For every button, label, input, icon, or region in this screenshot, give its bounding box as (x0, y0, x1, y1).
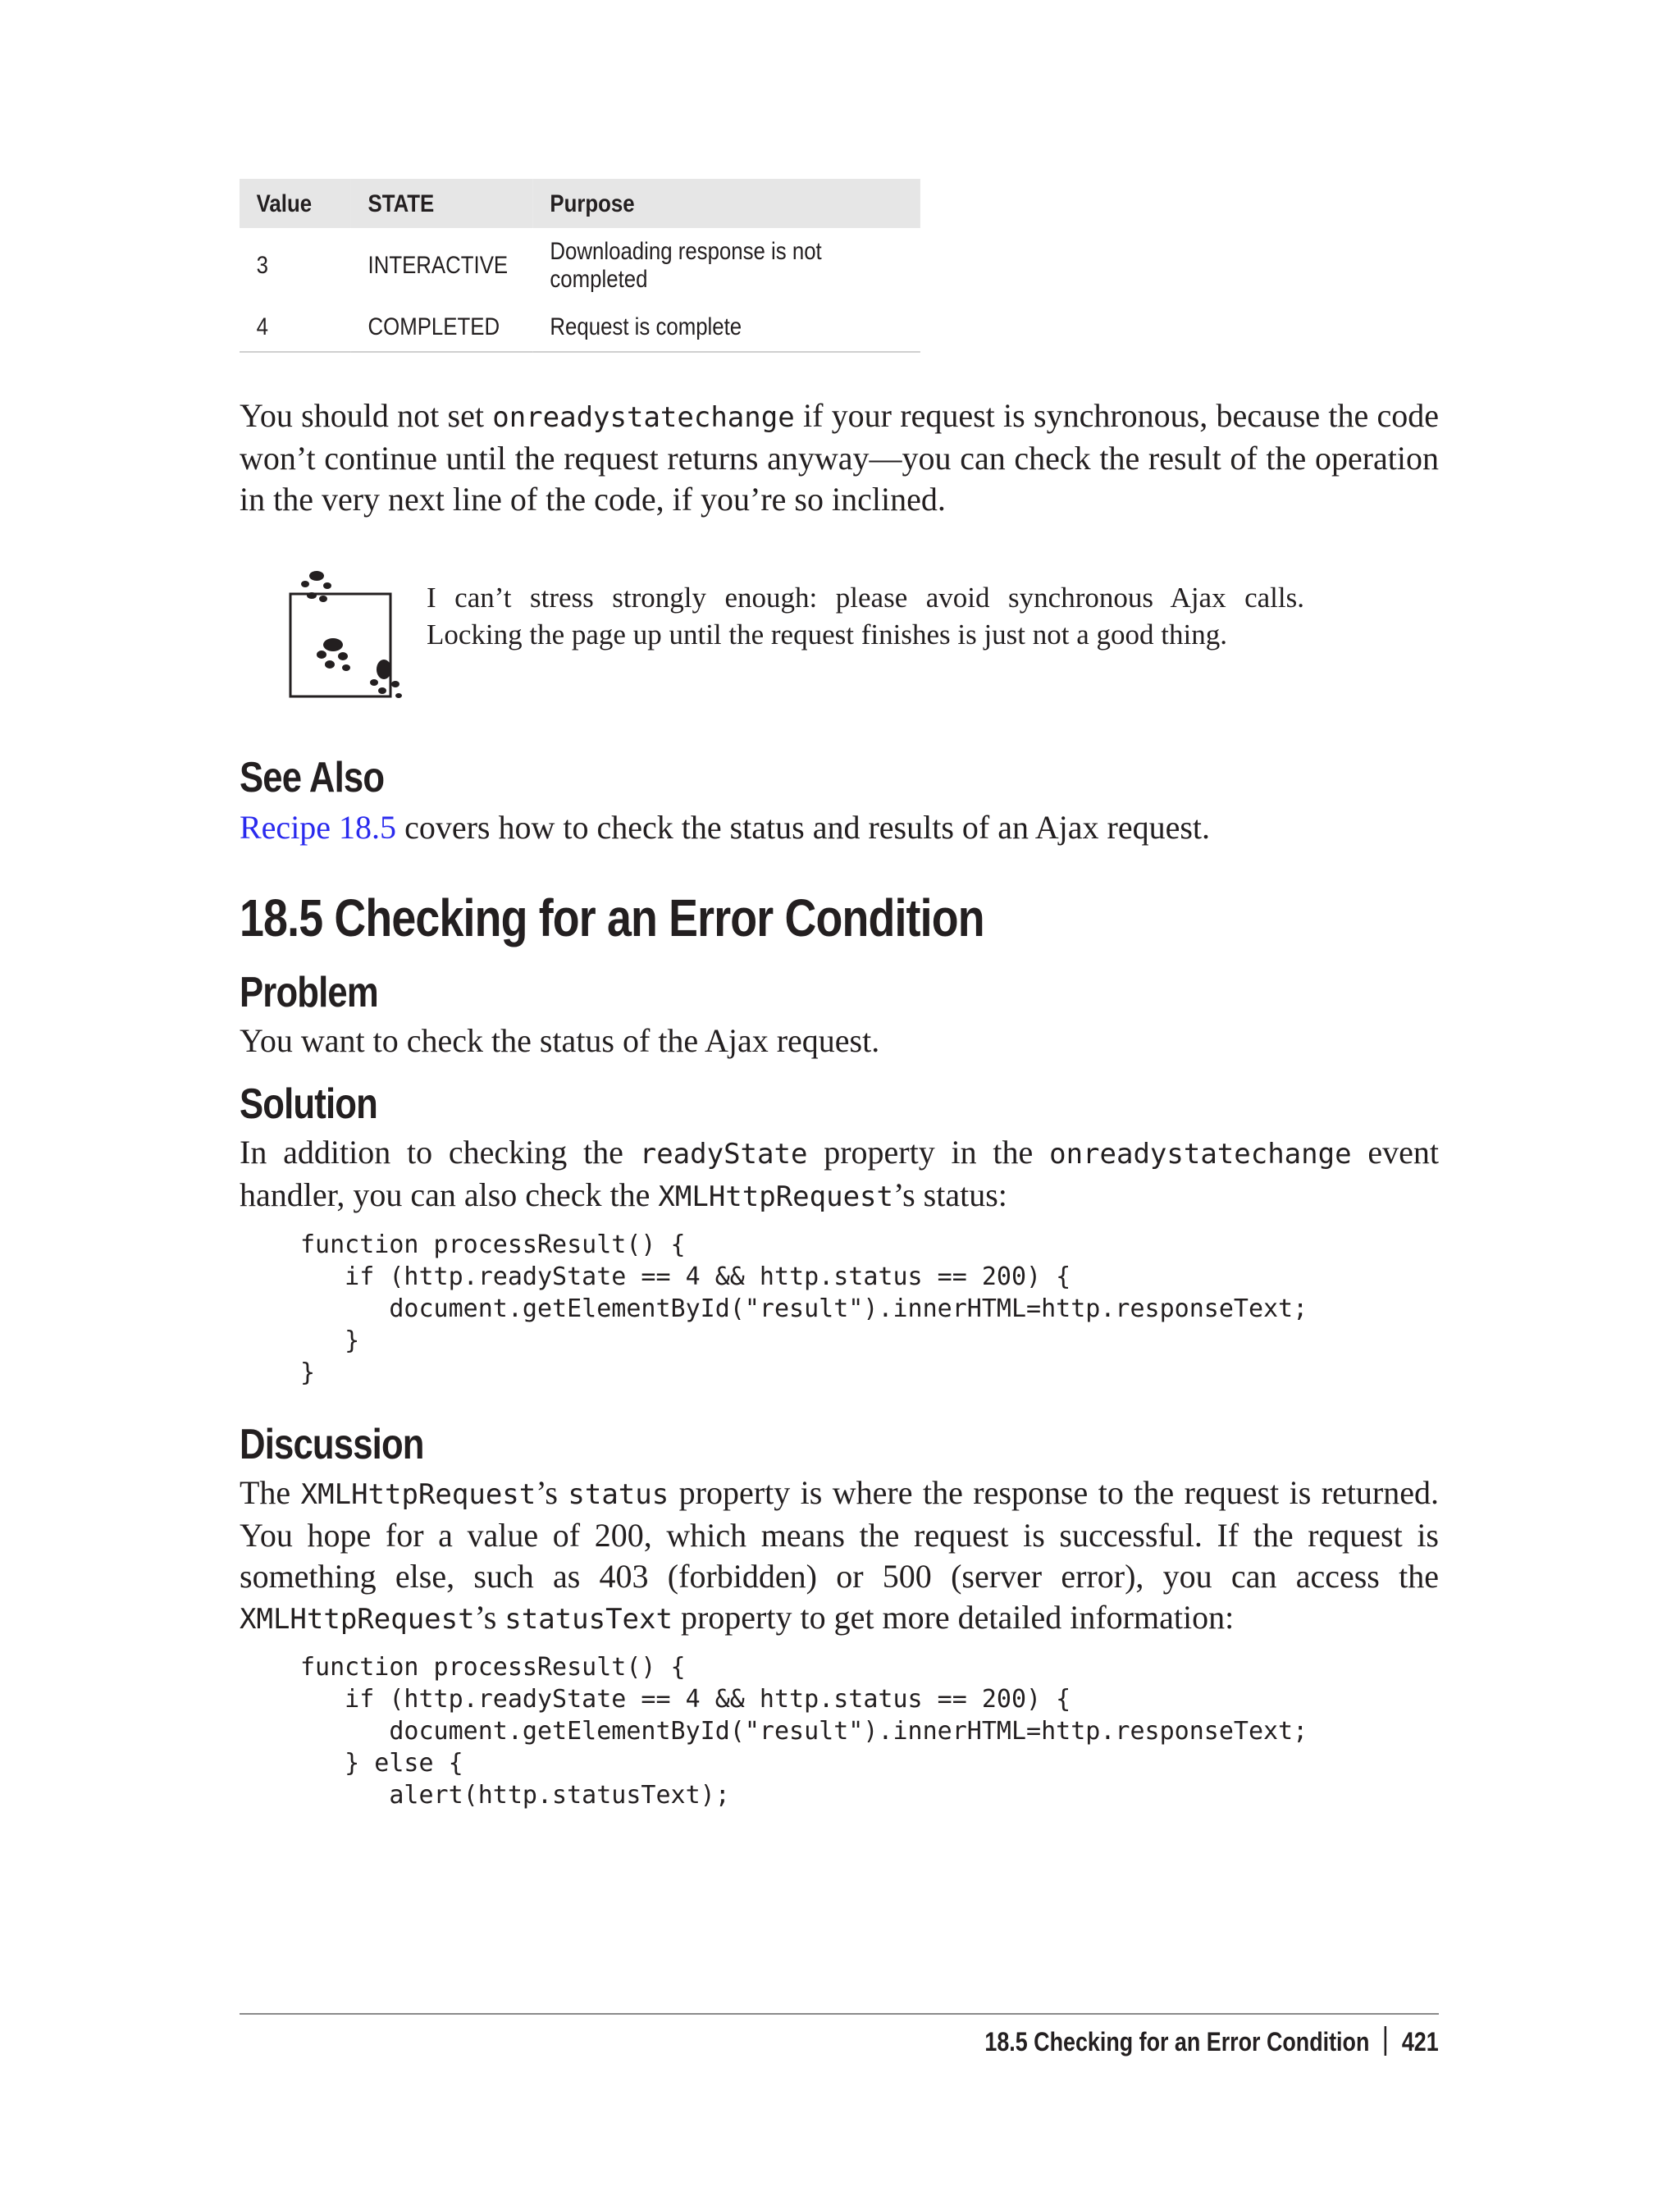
page-content (240, 179, 1439, 1811)
table-row (240, 228, 920, 304)
solution-heading: Solution (240, 1080, 377, 1128)
see-also-paragraph (240, 807, 1439, 848)
table-cell: 3 (256, 252, 268, 279)
recipe-link[interactable]: Recipe 18.5 (240, 809, 397, 846)
warning-note (240, 563, 1439, 719)
see-also-heading: See Also (240, 754, 385, 801)
discussion-paragraph (240, 1472, 1439, 1640)
text-span: In addition to checking the (240, 1134, 640, 1171)
table-cell: Downloading response is not completed (550, 238, 822, 293)
code-block-discussion: function processResult() { if (http.readyState == 4 && http.status == 200) { document.getElementById("result").innerHTML=http.responseText; } else { alert(http.statusText); (300, 1653, 1308, 1810)
warning-pawprints-icon (282, 563, 422, 706)
text-span: ’s status: (893, 1176, 1007, 1213)
footer-separator (1385, 2026, 1387, 2056)
discussion-heading: Discussion (240, 1421, 424, 1468)
inline-code: statusText (504, 1603, 673, 1636)
footer-rule (240, 2013, 1439, 2015)
synchronous-paragraph (240, 395, 1439, 520)
table-header-row (240, 179, 920, 228)
text-span: event handler, you can also check the (240, 1134, 1439, 1213)
page-number: 421 (1402, 2027, 1439, 2057)
inline-code: XMLHttpRequest (240, 1603, 475, 1636)
table-cell: INTERACTIVE (368, 252, 509, 279)
problem-paragraph: You want to check the status of the Ajax request. (240, 1022, 880, 1059)
problem-heading: Problem (240, 969, 378, 1016)
text-span: The (240, 1474, 301, 1511)
inline-code: XMLHttpRequest (658, 1180, 893, 1213)
footer-section-title: 18.5 Checking for an Error Condition (984, 2027, 1370, 2057)
inline-code: onreadystatechange (492, 401, 795, 434)
inline-code: onreadystatechange (1049, 1138, 1352, 1171)
text-span: covers how to check the status and results of an Ajax request. (396, 809, 1211, 846)
inline-code: readyState (639, 1138, 808, 1171)
page-footer (985, 2026, 1439, 2057)
code-block-solution: function processResult() { if (http.readyState == 4 && http.status == 200) { document.getElementById("result").innerHTML=http.responseText; } } (300, 1230, 1308, 1387)
table-header-value: Value (256, 190, 313, 217)
solution-paragraph (240, 1132, 1439, 1217)
inline-code: XMLHttpRequest (300, 1478, 536, 1511)
text-span: property in the (807, 1134, 1050, 1171)
table-header-state: STATE (368, 190, 435, 217)
text-span: property is where the response to the request is returned. You hope for a value of 200, which means the request is successful. If the request is something else, such as 403 (forbidden) or 500 (server error), you can access the (240, 1474, 1440, 1595)
ready-state-table (240, 179, 920, 353)
table-cell: COMPLETED (351, 304, 533, 352)
text-span: property to get more detailed information: (672, 1599, 1235, 1636)
text-span: if your request is synchronous, because the code won’t continue until the request returns anyway—you can check the result of the operation in the very next line of the code, if you’re so inclined. (240, 397, 1440, 518)
inline-code: status (568, 1478, 669, 1511)
text-span: You should not set (240, 397, 493, 434)
note-text: I can’t stress strongly enough: please avoid synchronous Ajax calls. Locking the page up until the request finishes is just not a good thing. (427, 582, 1304, 651)
section-title: 18.5 Checking for an Error Condition (240, 888, 984, 947)
text-span: ’s (474, 1599, 505, 1636)
table-cell: Request is complete (533, 304, 920, 352)
table-row (240, 304, 920, 352)
text-span: ’s (536, 1474, 568, 1511)
table-cell: 4 (240, 304, 351, 352)
table-header-purpose: Purpose (550, 190, 635, 217)
